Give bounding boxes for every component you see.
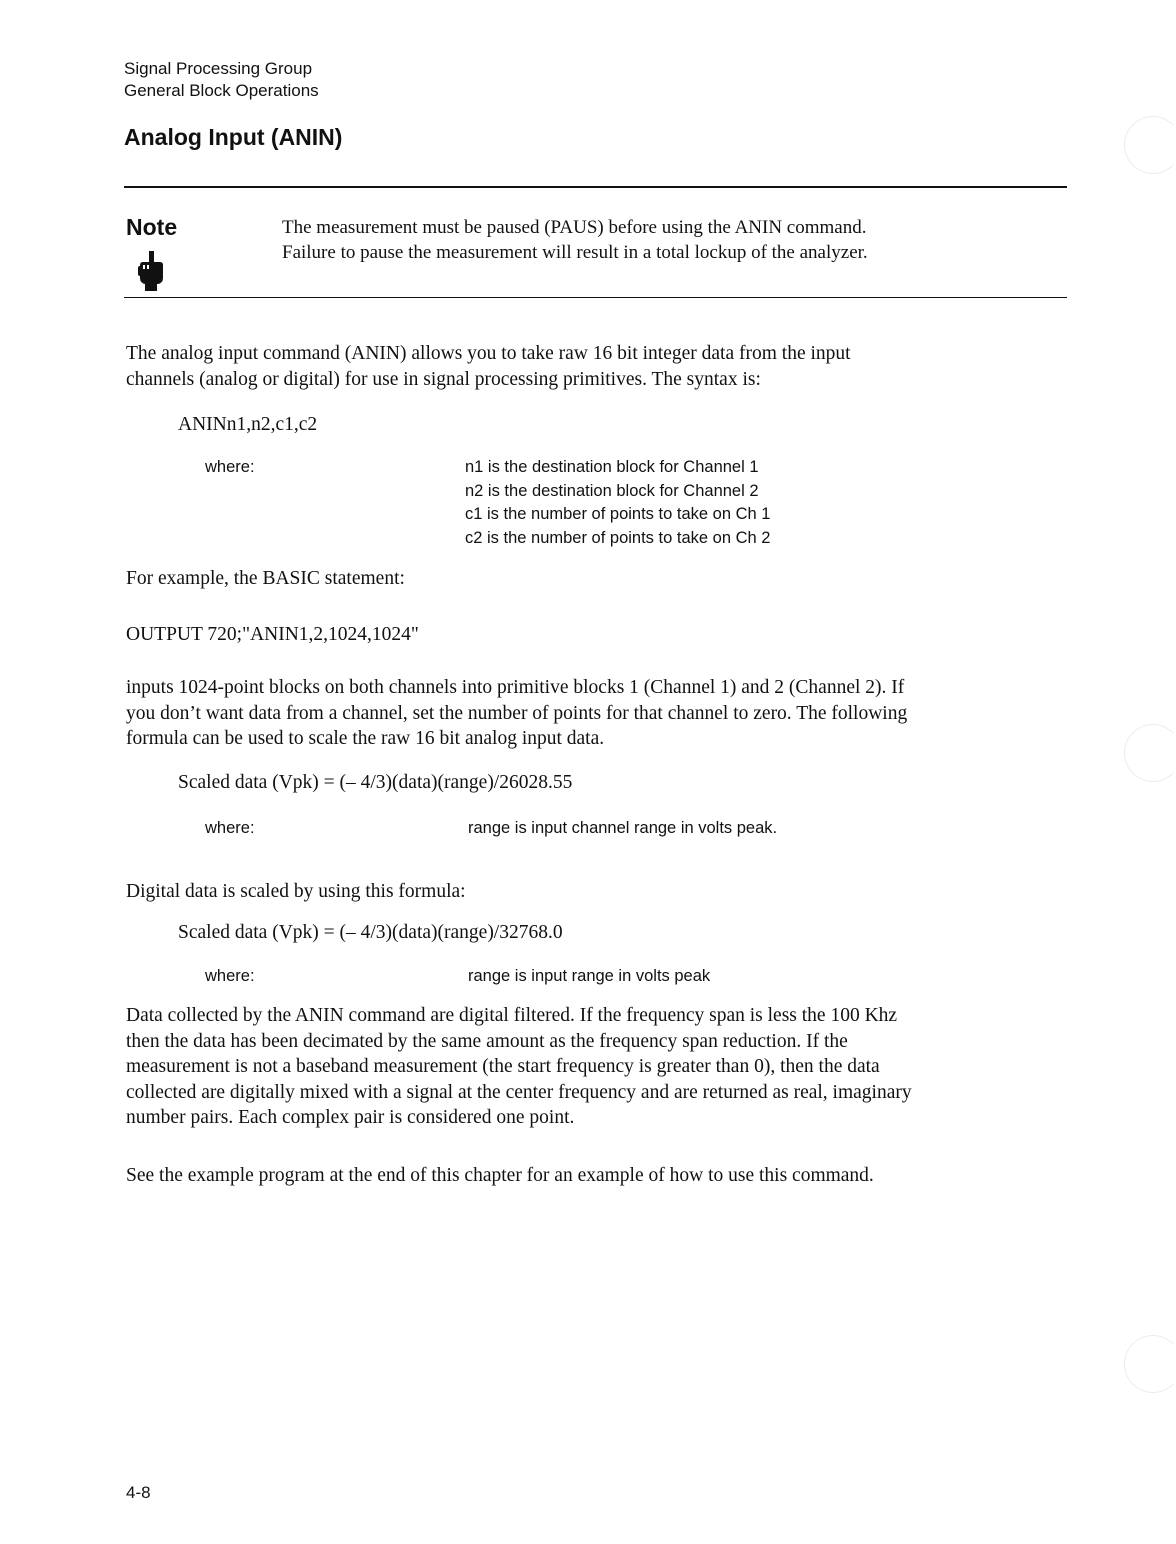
formula-analog-where-label: where:	[205, 819, 255, 837]
filter-line-2: then the data has been decimated by the same amount as the frequency span reduction. If the	[126, 1030, 848, 1052]
page-title: Analog Input (ANIN)	[124, 124, 343, 150]
syntax-line: ANINn1,n2,c1,c2	[178, 414, 318, 435]
note-top-rule	[124, 186, 1067, 188]
def-c2: c2 is the number of points to take on Ch 2	[465, 528, 771, 547]
binder-hole-bottom	[1124, 1335, 1176, 1393]
filter-line-3: measurement is not a baseband measurement (the start frequency is greater than 0), then the data	[126, 1056, 880, 1077]
syntax-where-definitions	[465, 456, 770, 550]
note-text	[282, 215, 1042, 265]
formula-digital-where-def: range is input range in volts peak	[468, 967, 711, 985]
def-n2: n2 is the destination block for Channel 2	[465, 481, 759, 500]
intro-line-2: channels (analog or digital) for use in signal processing primitives. The syntax is:	[126, 368, 761, 390]
formula-digital: Scaled data (Vpk) = (– 4/3)(data)(range)/32768.0	[178, 922, 563, 943]
page-number: 4-8	[126, 1483, 151, 1502]
def-n1: n1 is the destination block for Channel 1	[465, 458, 759, 476]
example-code: OUTPUT 720;"ANIN1,2,1024,1024"	[126, 624, 419, 645]
intro-line-1: The analog input command (ANIN) allows you to take raw 16 bit integer data from the input	[126, 343, 851, 364]
syntax-where-label: where:	[205, 458, 255, 476]
example-line-3: formula can be used to scale the raw 16 bit analog input data.	[126, 728, 605, 749]
formula-digital-where-label: where:	[205, 967, 255, 985]
header-subsection: General Block Operations	[124, 81, 319, 100]
note-line-1: The measurement must be paused (PAUS) before using the ANIN command.	[282, 217, 867, 238]
example-line-2: you don’t want data from a channel, set the number of points for that channel to zero. The following	[126, 702, 908, 724]
intro-paragraph	[126, 341, 1066, 392]
formula-analog-where-def: range is input channel range in volts peak.	[468, 819, 778, 837]
note-label: Note	[126, 214, 178, 240]
pointing-hand-icon	[136, 250, 166, 297]
example-line-1: inputs 1024-point blocks on both channels into primitive blocks 1 (Channel 1) and 2 (Channel 2). If	[126, 677, 905, 698]
binder-hole-middle	[1124, 724, 1176, 782]
header-section: Signal Processing Group	[124, 59, 313, 78]
example-intro: For example, the BASIC statement:	[126, 568, 405, 589]
filter-line-4: collected are digitally mixed with a signal at the center frequency and are returned as real, imaginary	[126, 1081, 912, 1103]
digital-intro: Digital data is scaled by using this formula:	[126, 881, 466, 902]
note-line-2: Failure to pause the measurement will result in a total lockup of the analyzer.	[282, 242, 868, 263]
filter-paragraph	[126, 1003, 1066, 1131]
filter-line-1: Data collected by the ANIN command are digital filtered. If the frequency span is less the 100 Khz	[126, 1005, 898, 1026]
def-c1: c1 is the number of points to take on Ch 1	[465, 505, 771, 523]
binder-hole-top	[1124, 116, 1176, 174]
example-explanation	[126, 675, 1066, 752]
see-also-paragraph: See the example program at the end of this chapter for an example of how to use this command.	[126, 1165, 874, 1186]
formula-analog: Scaled data (Vpk) = (– 4/3)(data)(range)/26028.55	[178, 772, 573, 793]
note-bottom-rule	[124, 297, 1067, 298]
filter-line-5: number pairs. Each complex pair is considered one point.	[126, 1107, 575, 1128]
